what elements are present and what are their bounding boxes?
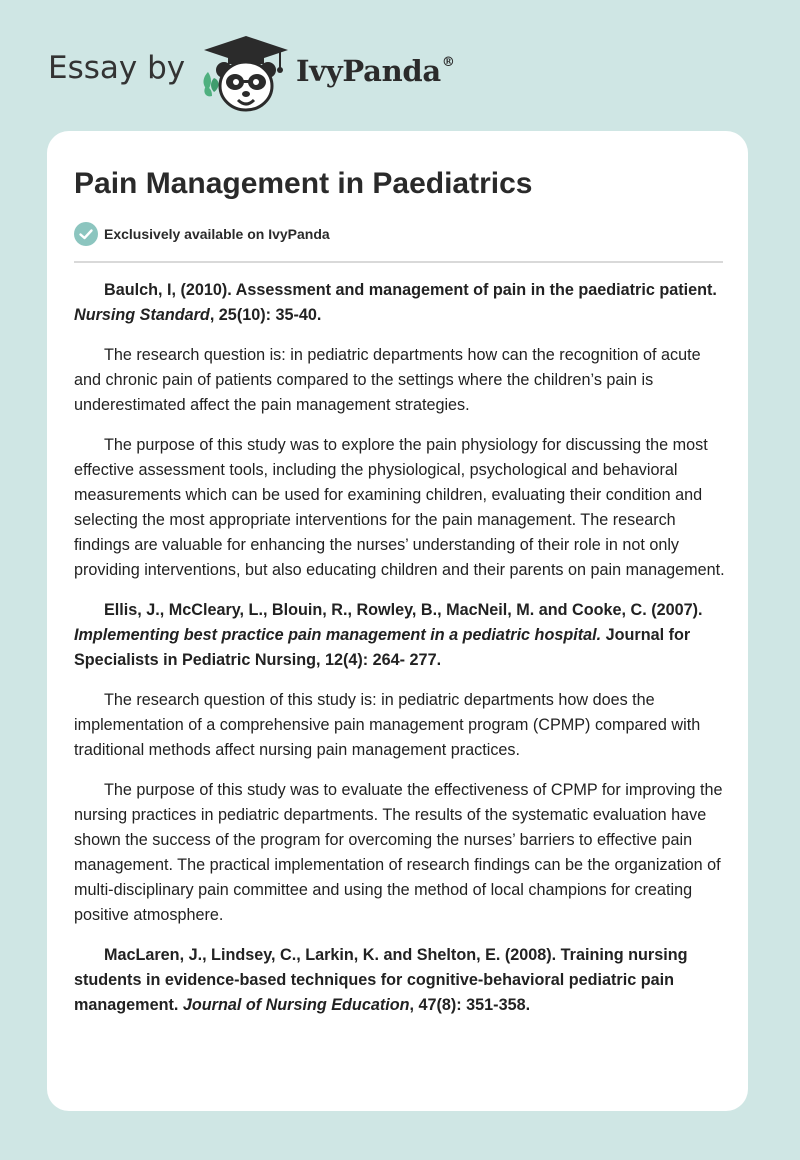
brand-logo-text[interactable]: IvyPanda® <box>296 54 455 88</box>
divider <box>74 261 723 263</box>
essay-by-label: Essay by <box>48 50 186 86</box>
body-paragraph: The purpose of this study was to explore the pain physiology for discussing the most effective assessment tools, including the physiological, psychological and behavioral measurements which can be used for examining children, evaluating their condition and selecting the most appropriate interventions for the pain management. The research findings are valuable for enhancing the nurses’ understanding of their role in not only providing interventions, but also educating children and their parents on pain management. <box>74 436 725 579</box>
body-paragraph: The research question of this study is: in pediatric departments how does the implementation of a comprehensive pain management program (CPMP) compared with traditional methods affect nursing pain management practices. <box>74 691 701 759</box>
reference-paragraph: Baulch, I, (2010). Assessment and management of pain in the paediatric patient. Nursing Standard, 25(10): 35-40. <box>74 281 717 324</box>
reference-paragraph: MacLaren, J., Lindsey, C., Larkin, K. and Shelton, E. (2008). Training nursing students in evidence-based techniques for cognitive-behavioral pediatric pain management. Journal of Nursing Education, 47(8): 351-358. <box>74 946 688 1014</box>
article-card <box>47 131 748 1111</box>
article-body <box>74 278 729 1033</box>
reference-paragraph: Ellis, J., McCleary, L., Blouin, R., Rowley, B., MacNeil, M. and Cooke, C. (2007). Implementing best practice pain management in a pediatric hospital. Journal for Specialists in Pediatric Nursing, 12(4): 264- 277. <box>74 601 703 669</box>
exclusive-badge <box>74 221 330 247</box>
page-title: Pain Management in Paediatrics <box>74 167 533 200</box>
body-paragraph: The purpose of this study was to evaluate the effectiveness of CPMP for improving the nursing practices in pediatric departments. The results of the systematic evaluation have shown the success of the program for overcoming the nurses’ barriers to effective pain management. The practical implementation of research findings can be the organization of multi-disciplinary pain committee and using the method of local champions for creating positive atmosphere. <box>74 781 723 924</box>
body-paragraph: The research question is: in pediatric departments how can the recognition of acute and chronic pain of patients compared to the settings where the children’s pain is underestimated affect the pain management strategies. <box>74 346 701 414</box>
site-header <box>0 0 800 130</box>
badge-label: Exclusively available on IvyPanda <box>104 226 330 242</box>
panda-graduate-icon[interactable] <box>200 34 292 114</box>
check-circle-icon <box>74 222 98 246</box>
